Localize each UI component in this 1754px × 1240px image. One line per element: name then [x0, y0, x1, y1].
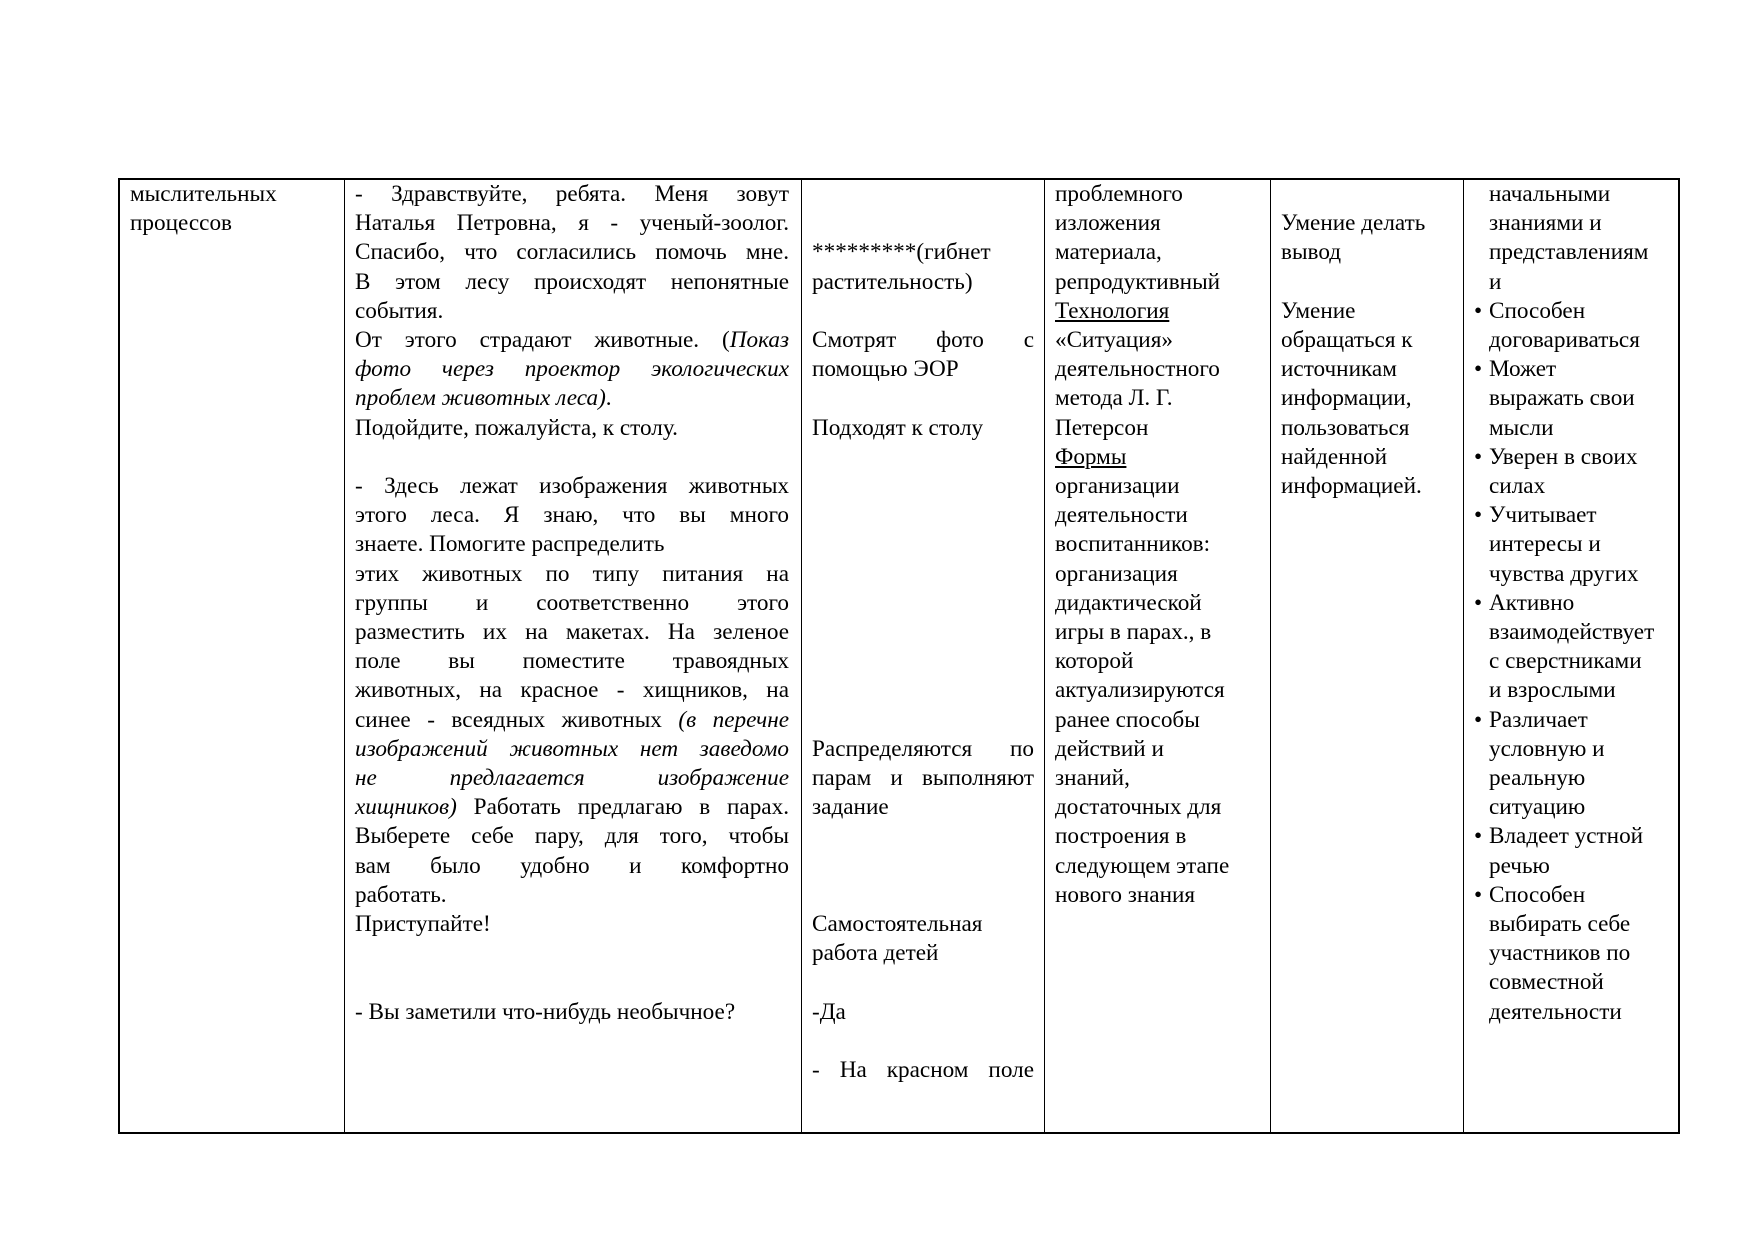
teacher-italic-note: проблем животных леса) [355, 385, 606, 412]
method-line: построения в [1055, 823, 1187, 850]
teacher-line: Приступайте! [355, 911, 491, 938]
teacher-activity-column [344, 180, 801, 1132]
bullet-line: выражать свои [1489, 385, 1635, 412]
children-line: парам и выполняют [812, 764, 1034, 791]
teacher-line [355, 384, 789, 413]
teacher-line: Подойдите, пожалуйста, к столу. [355, 414, 678, 441]
bullet-item [1474, 297, 1674, 355]
spacer [812, 1027, 1034, 1056]
teacher-line: - Здравствуйте, ребята. Меня зовут [355, 181, 789, 207]
method-line: изложения [1055, 210, 1161, 237]
teacher-italic-note: не предлагается изображение [355, 765, 789, 792]
bullet-line: совместной [1489, 969, 1604, 996]
method-line: следующем этапе [1055, 852, 1230, 879]
skill-line: Умение [1281, 297, 1356, 324]
teacher-line [355, 735, 789, 764]
method-line: дидактической [1055, 589, 1202, 616]
bullet-line: речью [1489, 852, 1550, 879]
skill-line: обращаться к [1281, 326, 1413, 353]
bullet-item [1474, 822, 1674, 880]
children-line: задание [812, 794, 889, 821]
spacer [1281, 268, 1455, 297]
method-line: материала, [1055, 239, 1162, 266]
teacher-line: группы и соответственно этого [355, 589, 789, 616]
bullet-line: чувства других [1489, 560, 1639, 587]
teacher-line [355, 764, 789, 793]
results-bullet-list [1474, 297, 1674, 1027]
spacer [812, 180, 1034, 238]
children-line: *********(гибнет [812, 239, 991, 266]
teacher-italic-note: Показ [729, 327, 789, 354]
teacher-line [355, 355, 789, 384]
forms-heading: Формы [1055, 443, 1127, 470]
method-line: ранее способы [1055, 706, 1200, 733]
bullet-line: участников по [1489, 940, 1631, 967]
teacher-italic-note: (в перечне [678, 706, 789, 733]
teacher-line: этих животных по типу питания на [355, 560, 789, 587]
methods-column [1044, 180, 1270, 1132]
method-line: знаний, [1055, 765, 1130, 792]
bullet-line: условную и [1489, 735, 1605, 762]
method-line: игры в парах., в [1055, 619, 1212, 646]
bullet-line: • Различает [1489, 706, 1588, 733]
teacher-line: - Вы заметили что-нибудь необычное? [355, 998, 736, 1025]
bullet-item [1474, 501, 1674, 589]
teacher-line [355, 706, 789, 735]
method-line: действий и [1055, 735, 1164, 762]
teacher-italic-note: изображений животных нет заведомо [355, 735, 789, 762]
bullet-line: • Владеет устной [1489, 823, 1644, 850]
teacher-italic-note: фото через проектор экологических [355, 356, 789, 383]
teacher-text: Работать предлагаю в парах. [456, 794, 789, 821]
stage-line: процессов [130, 210, 233, 237]
bullet-item [1474, 589, 1674, 706]
method-line: Петерсон [1055, 414, 1149, 441]
children-line: Самостоятельная [812, 910, 983, 937]
spacer [355, 443, 789, 472]
teacher-italic-note: хищников) [355, 794, 457, 821]
skill-line: информацией. [1281, 473, 1422, 499]
bullet-line: • Способен [1489, 297, 1586, 324]
bullet-line: • Уверен в своих [1489, 443, 1638, 470]
spacer [812, 297, 1034, 326]
teacher-line: вам было удобно и комфортно [355, 852, 789, 879]
result-line: и [1489, 268, 1502, 295]
children-line: помощью ЭОР [812, 356, 959, 383]
spacer [355, 939, 789, 997]
spacer [812, 443, 1034, 735]
results-column [1463, 180, 1678, 1132]
bullet-line: выбирать себе [1489, 911, 1631, 938]
method-line: деятельностного [1055, 356, 1220, 383]
teacher-line: разместить их на макетах. На зеленое [355, 619, 789, 646]
teacher-line: события. [355, 297, 444, 324]
children-line: растительность) [812, 268, 973, 295]
method-line: организация [1055, 560, 1178, 587]
method-line: достаточных для [1055, 794, 1222, 821]
bullet-line: • Способен [1489, 881, 1586, 908]
bullet-item [1474, 355, 1674, 443]
method-line: «Ситуация» [1055, 327, 1173, 354]
skill-line: информации, [1281, 385, 1412, 412]
spacer [1281, 180, 1455, 209]
teacher-line [355, 793, 789, 822]
teacher-line: этого леса. Я знаю, что вы много [355, 502, 789, 529]
teacher-line [355, 326, 789, 355]
bullet-line: силах [1489, 473, 1546, 500]
method-heading-line [1055, 297, 1262, 326]
stage-line: мыслительных [130, 181, 277, 207]
skill-line: пользоваться [1281, 414, 1410, 441]
result-line: представлениям [1489, 239, 1649, 266]
method-line: репродуктивный [1055, 268, 1221, 295]
skill-line: источникам [1281, 356, 1397, 383]
method-line: деятельности [1055, 502, 1188, 529]
technology-heading: Технология [1055, 297, 1170, 324]
skills-column [1270, 180, 1463, 1132]
children-line: - На красном поле [812, 1056, 1034, 1083]
result-line: начальными [1489, 181, 1611, 207]
teacher-line: В этом лесу происходят непонятные [355, 268, 789, 295]
teacher-line: поле вы поместите травоядных [355, 648, 789, 675]
bullet-item [1474, 706, 1674, 823]
stage-column [120, 180, 344, 1132]
teacher-text: . [605, 385, 612, 412]
bullet-line: реальную [1489, 765, 1586, 792]
bullet-line: • Может [1489, 356, 1557, 383]
teacher-line: - Здесь лежат изображения животных [355, 473, 789, 500]
method-line: организации [1055, 473, 1180, 500]
result-line: знаниями и [1489, 210, 1602, 237]
children-line: Подходят к столу [812, 414, 984, 441]
teacher-line: работать. [355, 881, 447, 908]
teacher-text: От этого страдают животные. ( [355, 327, 730, 354]
method-line: воспитанников: [1055, 531, 1211, 558]
bullet-line: и взрослыми [1489, 677, 1616, 704]
children-line: Распределяются по [812, 735, 1034, 762]
method-line: проблемного [1055, 181, 1183, 207]
children-line: работа детей [812, 940, 939, 967]
spacer [812, 822, 1034, 910]
spacer [812, 968, 1034, 997]
skill-line: найденной [1281, 443, 1388, 470]
bullet-line: с сверстниками [1489, 648, 1642, 675]
lesson-plan-table [118, 178, 1680, 1134]
spacer [812, 384, 1034, 413]
method-line: актуализируются [1055, 677, 1225, 704]
method-line: метода Л. Г. [1055, 385, 1173, 412]
bullet-line: ситуацию [1489, 794, 1586, 821]
bullet-line: деятельности [1489, 998, 1622, 1025]
bullet-line: • Учитывает [1489, 502, 1597, 529]
method-line: которой [1055, 648, 1134, 675]
children-activity-column [801, 180, 1044, 1132]
bullet-item [1474, 881, 1674, 1027]
teacher-line: животных, на красное - хищников, на [355, 677, 789, 704]
teacher-line: Выберете себе пару, для того, чтобы [355, 823, 789, 850]
teacher-line: Наталья Петровна, я - ученый-зоолог. [355, 210, 789, 237]
method-heading-line [1055, 443, 1262, 472]
skill-line: Умение делать [1281, 210, 1426, 237]
teacher-line: знаете. Помогите распределить [355, 531, 665, 558]
bullet-item [1474, 443, 1674, 501]
bullet-line: • Активно [1489, 589, 1575, 616]
bullet-line: взаимодействует [1489, 619, 1655, 646]
children-line: -Да [812, 998, 846, 1025]
children-line: Смотрят фото с [812, 326, 1034, 353]
bullet-line: мысли [1489, 414, 1554, 441]
bullet-line: договариваться [1489, 327, 1640, 354]
teacher-line: Спасибо, что согласились помочь мне. [355, 239, 789, 266]
skill-line: вывод [1281, 239, 1342, 266]
method-line: нового знания [1055, 881, 1196, 908]
teacher-text: синее - всеядных животных [355, 706, 679, 733]
bullet-line: интересы и [1489, 531, 1601, 558]
